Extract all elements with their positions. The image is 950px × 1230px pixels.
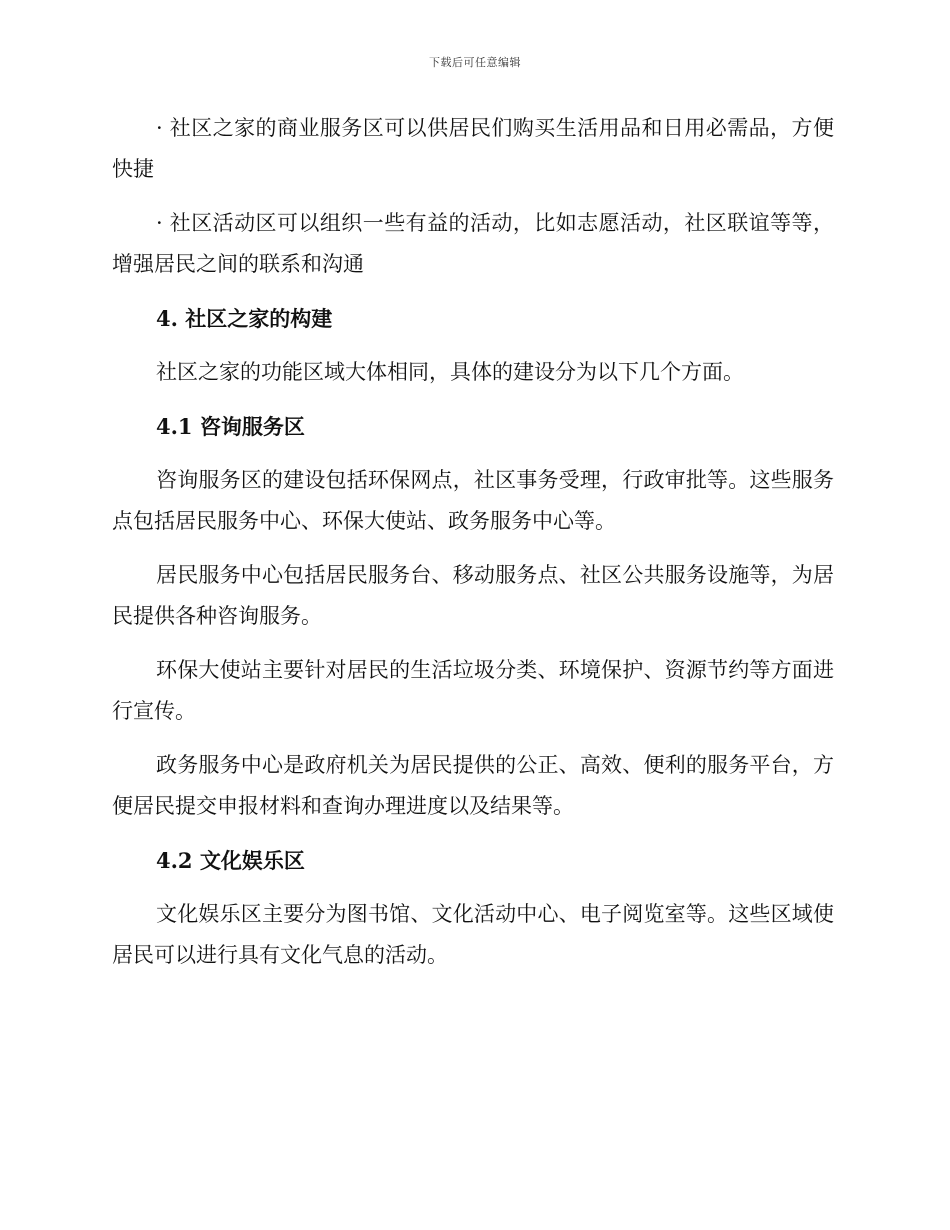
- bullet-commercial-area: · 社区之家的商业服务区可以供居民们购买生活用品和日用必需品，方便快捷: [112, 116, 834, 181]
- section-heading-4-2: 4.2 文化娱乐区: [156, 848, 305, 873]
- paragraph-culture-area: 文化娱乐区主要分为图书馆、文化活动中心、电子阅览室等。这些区域使居民可以进行具有文化气息的活动。: [112, 902, 834, 967]
- page-header: 下载后可任意编辑: [429, 56, 521, 69]
- paragraph-eco-station: 环保大使站主要针对居民的生活垃圾分类、环境保护、资源节约等方面进行宣传。: [112, 658, 834, 723]
- section-heading-4-1: 4.1 咨询服务区: [156, 414, 305, 439]
- document-body: [112, 108, 834, 989]
- section-heading-4: 4. 社区之家的构建: [156, 306, 333, 331]
- paragraph-gov-center: 政务服务中心是政府机关为居民提供的公正、高效、便利的服务平台，方便居民提交申报材料和查询办理进度以及结果等。: [112, 753, 834, 818]
- paragraph-resident-center: 居民服务中心包括居民服务台、移动服务点、社区公共服务设施等，为居民提供各种咨询服务。: [112, 563, 834, 628]
- paragraph-overview: 社区之家的功能区域大体相同，具体的建设分为以下几个方面。: [156, 360, 744, 384]
- bullet-activity-area: · 社区活动区可以组织一些有益的活动，比如志愿活动，社区联谊等等，增强居民之间的联系和沟通: [112, 211, 834, 276]
- paragraph-consult-area: 咨询服务区的建设包括环保网点，社区事务受理，行政审批等。这些服务点包括居民服务中心、环保大使站、政务服务中心等。: [112, 468, 834, 533]
